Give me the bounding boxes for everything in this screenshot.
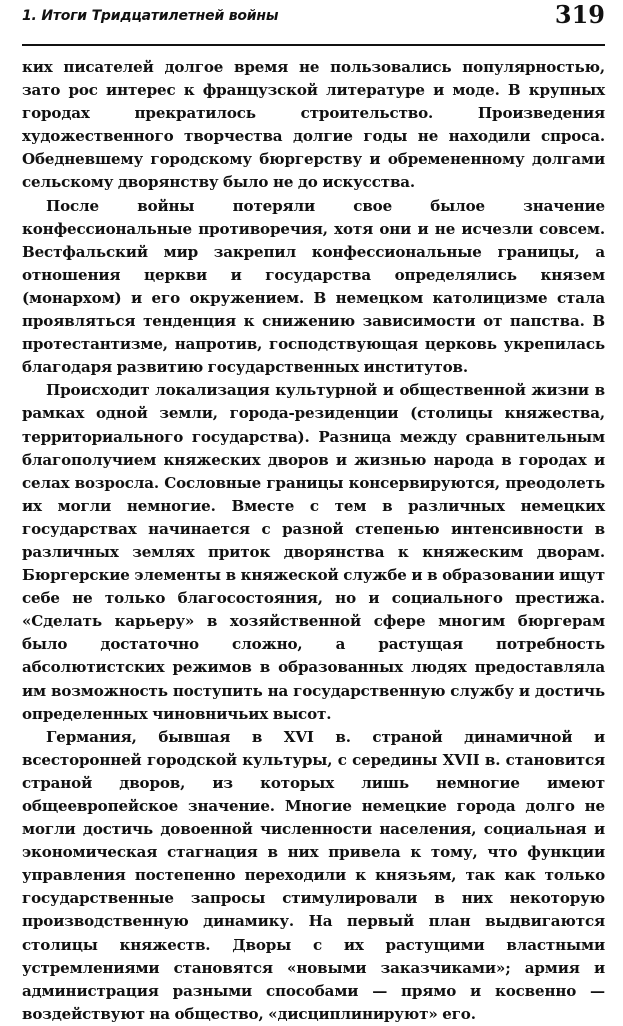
paragraph-4: Германия, бывшая в XVI в. страной динамичной и всесторонней городской культуры, с середины XVII в. становится страной дворов, из которых лишь немногие имеют общеевропейское значение. Многие немецкие города долго не могли достичь довоенной численности населения, социальная и экономическая стагнация в них привела к тому, что функции управления постепенно переходили к князьям, так как только государственные запросы стимулировали в них некоторую производственную динамику. На первый план выдвигаются столицы княжеств. Дворы с их растущими властными устремлениями становятся «новыми заказчиками»; армия и администрация разными способами — прямо и косвенно — воздействуют на общество, «дисциплинируют» его. — [22, 727, 605, 1023]
page-number: 319 — [554, 0, 605, 29]
body-text — [22, 56, 605, 1026]
paragraph-1: ких писателей долгое время не пользовались популярностью, зато рос интерес к французской литературе и моде. В крупных городах прекратилось строительство. Произведения художественного творчества долгие годы не находили спроса. Обедневшему городскому бюргерству и обремененному долгами сельскому дворянству было не до искусства. — [22, 58, 605, 192]
running-head — [22, 0, 605, 46]
paragraph-2: После войны потеряли свое былое значение конфессиональные противоречия, хотя они и не исчезли совсем. Вестфальский мир закрепил конфессиональные границы, а отношения церкви и государства определялись князем (монархом) и его окружением. В немецком католицизме стала проявляться тенденция к снижению зависимости от папства. В протестантизме, напротив, господствующая церковь укрепилась благодаря развитию государственных институтов. — [22, 196, 605, 377]
chapter-title: 1. Итоги Тридцатилетней войны — [22, 8, 279, 24]
paragraph-3: Происходит локализация культурной и общественной жизни в рамках одной земли, города-резиденции (столицы княжества, территориального государства). Разница между сравнительным благополучием княжеских дворов и жизнью народа в городах и селах возросла. Сословные границы консервируются, преодолеть их могли немногие. Вместе с тем в различных немецких государствах начинается с разной степенью интенсивности в различных землях приток дворянства к княжеским дворам. Бюргерские элементы в княжеской службе и в образовании ищут себе не только благосостояния, но и социального престижа. «Сделать карьеру» в хозяйственной сфере многим бюргерам было достаточно сложно, а растущая потребность абсолютистских режимов в образованных людях предоставляла им возможность поступить на государственную службу и достичь определенных чиновничьих высот. — [22, 381, 605, 723]
